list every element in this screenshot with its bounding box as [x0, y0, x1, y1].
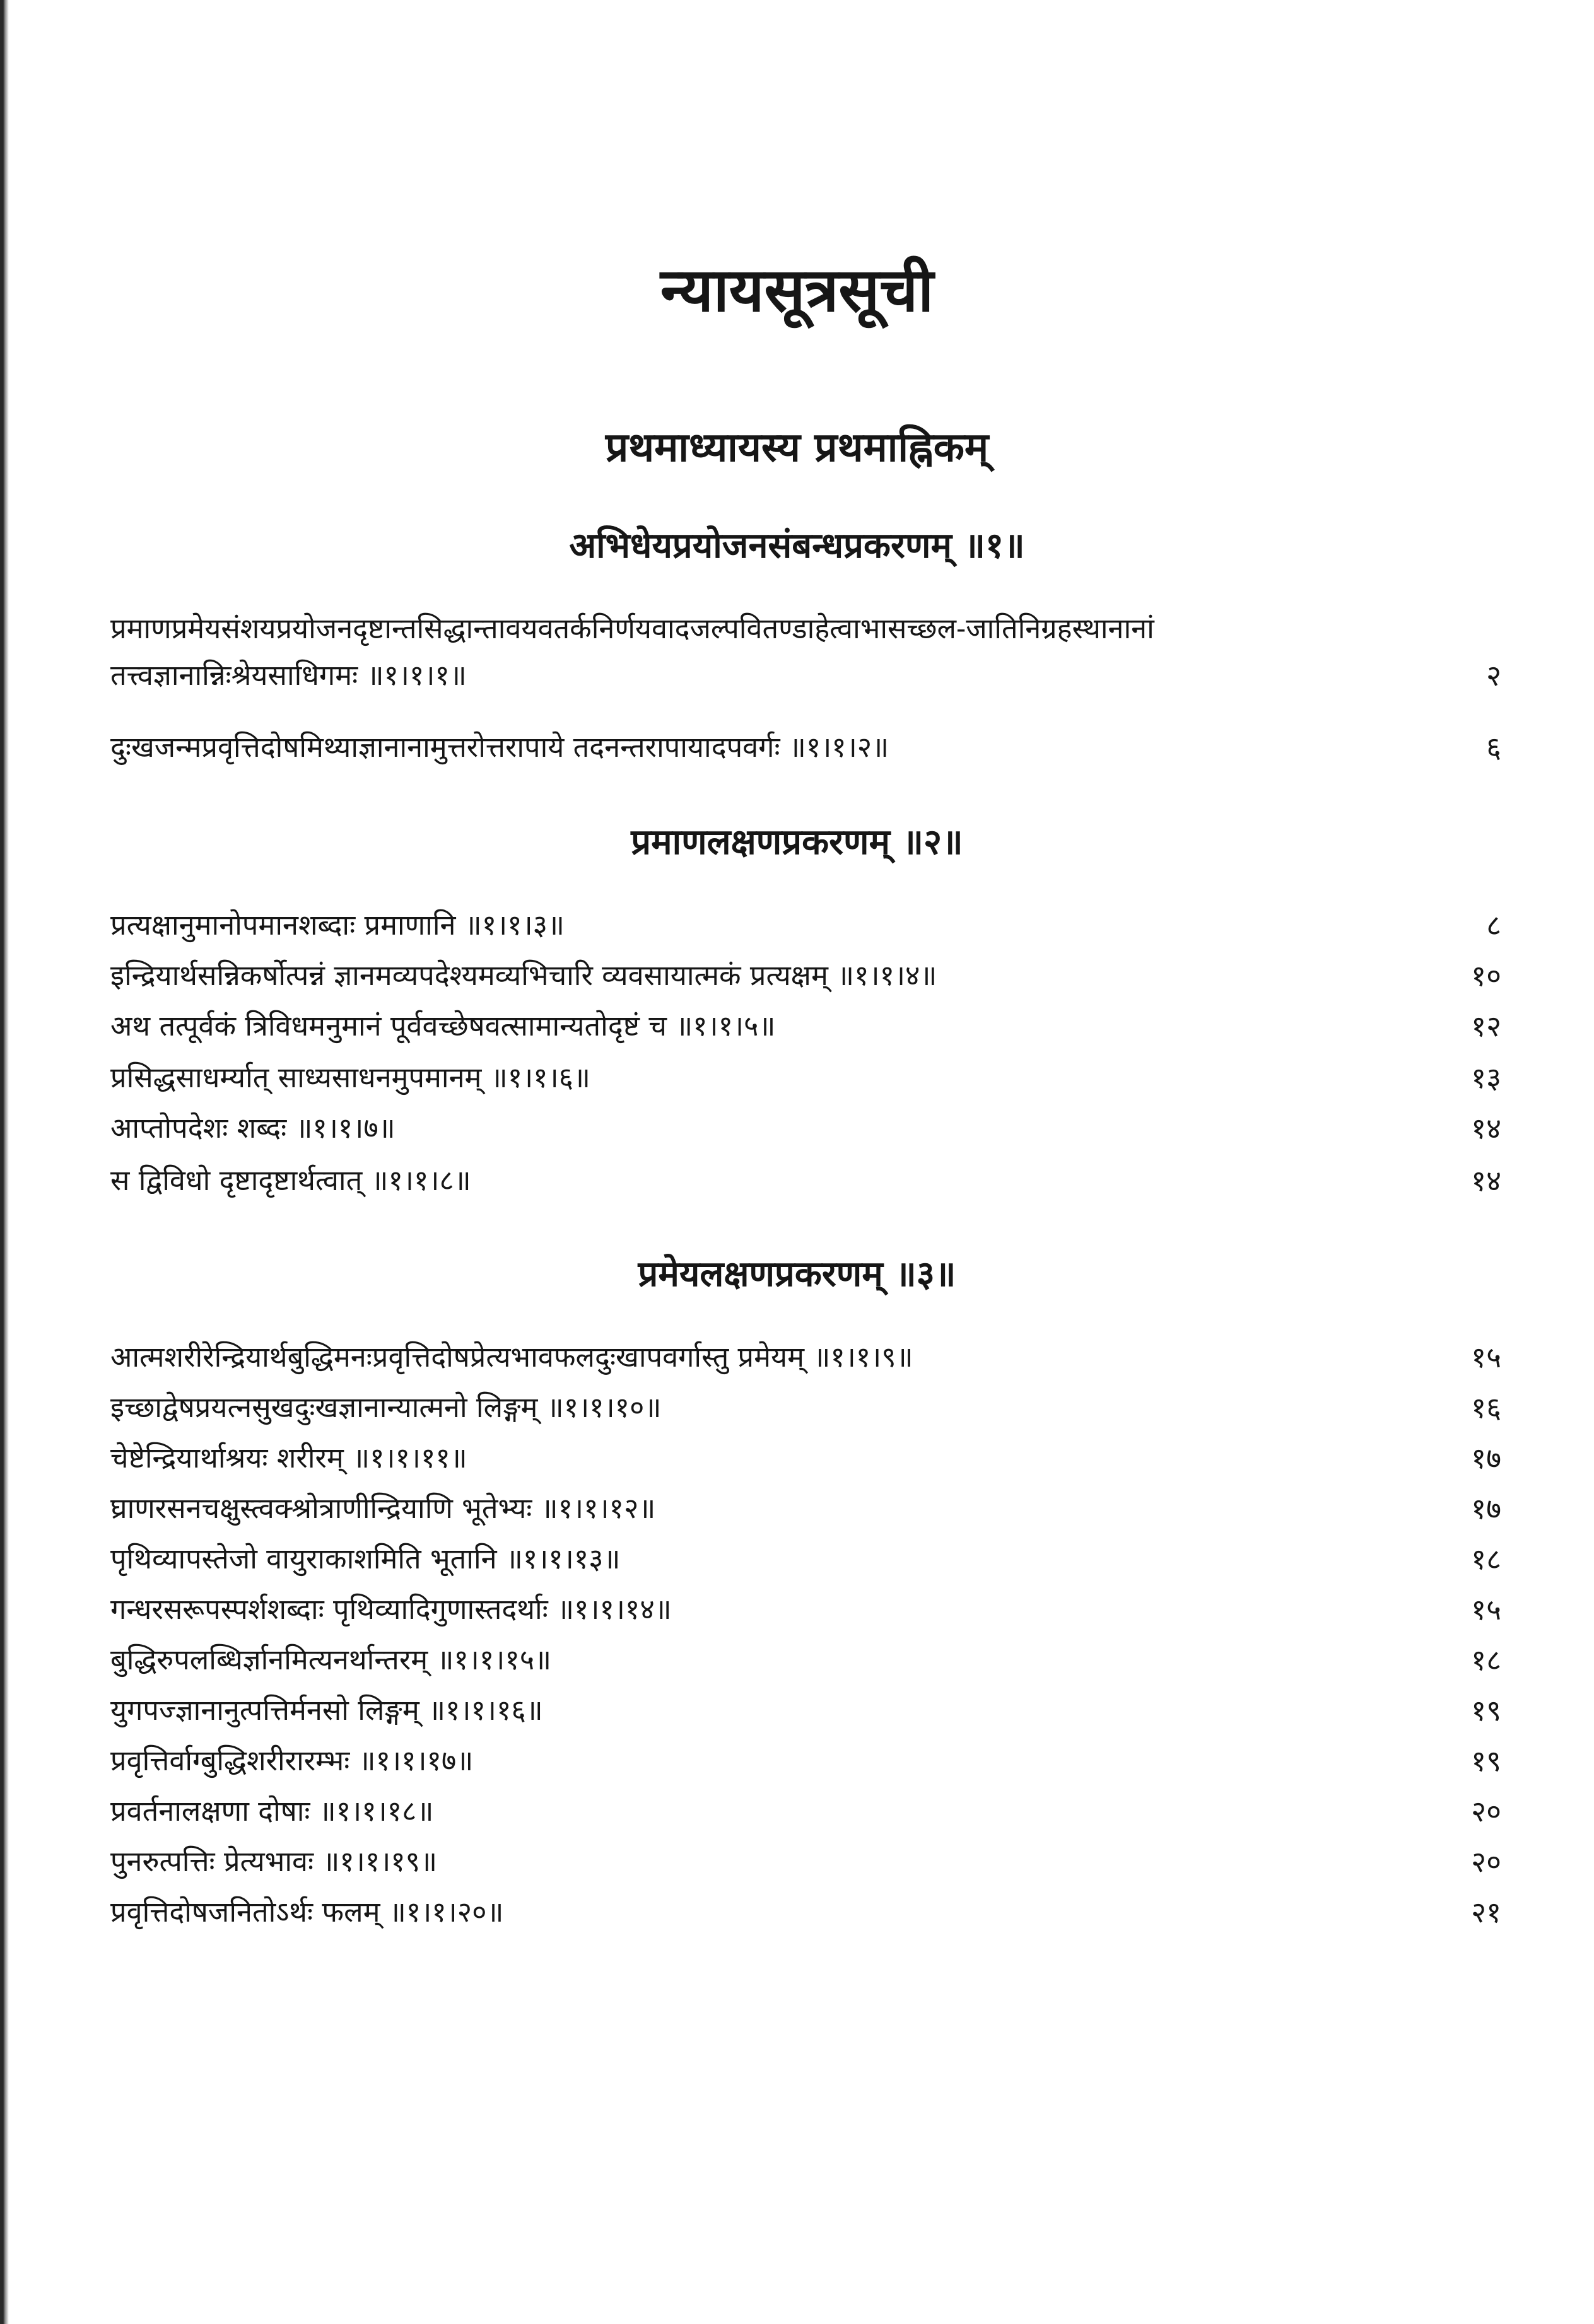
page-number: २१: [1471, 1895, 1501, 1929]
sutra-entry: [110, 902, 1501, 949]
sutra-text: युगपज्ज्ञानानुत्पत्तिर्मनसो लिङ्गम् ॥१।१।१६॥: [110, 1693, 543, 1727]
section-heading-3: प्रमेयलक्षणप्रकरणम् ॥३॥: [638, 1253, 956, 1295]
sutra-text: आत्मशरीरेन्द्रियार्थबुद्धिमनःप्रवृत्तिदोषप्रेत्यभावफलदुःखापवर्गास्तु प्रमेयम् ॥१।१।९॥: [110, 1340, 913, 1374]
sutra-text: गन्धरसरूपस्पर्शशब्दाः पृथिव्यादिगुणास्तदर्थाः ॥१।१।१४॥: [110, 1592, 672, 1626]
chapter-heading: प्रथमाध्यायस्य प्रथमाह्निकम्: [605, 424, 989, 471]
sutra-entry: [110, 1536, 1501, 1582]
sutra-entry: [110, 1889, 1501, 1936]
sutra-entry: [110, 1157, 1501, 1204]
sutra-entry: [110, 1384, 1501, 1431]
sutra-entry: [110, 1838, 1501, 1885]
sutra-text: आप्तोपदेशः शब्दः ॥१।१।७॥: [110, 1111, 396, 1145]
sutra-entry: [110, 1485, 1501, 1532]
sutra-entry: [110, 1105, 1501, 1152]
page-number: १२: [1471, 1009, 1501, 1043]
sutra-entry: [110, 1737, 1501, 1784]
page-number: १९: [1471, 1744, 1501, 1778]
section-heading-2: प्रमाणलक्षणप्रकरणम् ॥२॥: [631, 821, 963, 863]
sutra-entry: [110, 1788, 1501, 1835]
page-number: ८: [1486, 908, 1501, 942]
page-number: १५: [1471, 1592, 1501, 1626]
sutra-entry: [110, 1003, 1501, 1049]
sutra-text: पृथिव्यापस्तेजो वायुराकाशमिति भूतानि ॥१।१।१३॥: [110, 1542, 621, 1575]
page-number: २: [1486, 658, 1501, 692]
page-number: ६: [1486, 730, 1501, 764]
page-number: १६: [1471, 1391, 1501, 1425]
sutra-text: प्रवृत्तिर्वाग्बुद्धिशरीरारम्भः ॥१।१।१७॥: [110, 1744, 474, 1777]
page-number: १४: [1471, 1111, 1501, 1145]
sutra-text: प्रत्यक्षानुमानोपमानशब्दाः प्रमाणानि ॥१।१।३॥: [110, 908, 565, 942]
section-heading-1: अभिधेयप्रयोजनसंबन्धप्रकरणम् ॥१॥: [569, 525, 1025, 566]
sutra-entry: [110, 1435, 1501, 1481]
page-number: १३: [1471, 1061, 1501, 1095]
sutra-text: प्रवर्तनालक्षणा दोषाः ॥१।१।१८॥: [110, 1794, 434, 1828]
sutra-text: बुद्धिरुपलब्धिर्ज्ञानमित्यनर्थान्तरम् ॥१।१।१५॥: [110, 1643, 552, 1676]
page-number: १८: [1471, 1542, 1501, 1576]
page-number: २०: [1471, 1794, 1501, 1828]
sutra-text: अथ तत्पूर्वकं त्रिविधमनुमानं पूर्ववच्छेषवत्सामान्यतोदृष्टं च ॥१।१।५॥: [110, 1009, 776, 1042]
page-title: न्यायसूत्रसूची: [660, 254, 934, 325]
page-number: २०: [1471, 1845, 1501, 1879]
sutra-text: पुनरुत्पत्तिः प्रेत्यभावः ॥१।१।१९॥: [110, 1845, 438, 1878]
sutra-text: इच्छाद्वेषप्रयत्नसुखदुःखज्ञानान्यात्मनो लिङ्गम् ॥१।१।१०॥: [110, 1391, 662, 1424]
page-number: १७: [1471, 1492, 1501, 1526]
sutra-text: प्रसिद्धसाधर्म्यात् साध्यसाधनमुपमानम् ॥१।१।६॥: [110, 1061, 590, 1094]
sutra-entry: [110, 1334, 1501, 1381]
sutra-entry: [110, 1054, 1501, 1101]
sutra-text: दुःखजन्मप्रवृत्तिदोषमिथ्याज्ञानानामुत्तरोत्तरापाये तदनन्तरापायादपवर्गः ॥१।१।२॥: [110, 730, 889, 764]
sutra-entry: [110, 724, 1501, 771]
sutra-text: प्रमाणप्रमेयसंशयप्रयोजनदृष्टान्तसिद्धान्तावयवतर्कनिर्णयवादजल्पवितण्डाहेत्वाभासच्छल-जातिनिग्रहस्थानानां तत्त्वज्ञानान्निःश्रेयसाधिगमः ॥१।१।१॥: [110, 612, 1154, 692]
sutra-entry: [110, 1637, 1501, 1683]
page-number: १४: [1471, 1164, 1501, 1198]
page-number: १९: [1471, 1693, 1501, 1727]
page-number: १७: [1471, 1441, 1501, 1475]
page-number: १५: [1471, 1340, 1501, 1374]
sutra-text: प्रवृत्तिदोषजनितोऽर्थः फलम् ॥१।१।२०॥: [110, 1895, 504, 1929]
sutra-text: चेष्टेन्द्रियार्थाश्रयः शरीरम् ॥१।१।११॥: [110, 1441, 467, 1474]
page-number: १०: [1471, 959, 1501, 993]
sutra-text: घ्राणरसनचक्षुस्त्वक्श्रोत्राणीन्द्रियाणि भूतेभ्यः ॥१।१।१२॥: [110, 1492, 656, 1525]
sutra-text: इन्द्रियार्थसन्निकर्षोत्पन्नं ज्ञानमव्यपदेश्यमव्यभिचारि व्यवसायात्मकं प्रत्यक्षम् ॥१।१।४॥: [110, 959, 937, 992]
sutra-entry: [110, 605, 1501, 699]
sutra-entry: [110, 1687, 1501, 1734]
sutra-text: स द्विविधो दृष्टादृष्टार्थत्वात् ॥१।१।८॥: [110, 1164, 471, 1197]
page-number: १८: [1471, 1643, 1501, 1677]
sutra-entry: [110, 952, 1501, 999]
sutra-entry: [110, 1586, 1501, 1633]
